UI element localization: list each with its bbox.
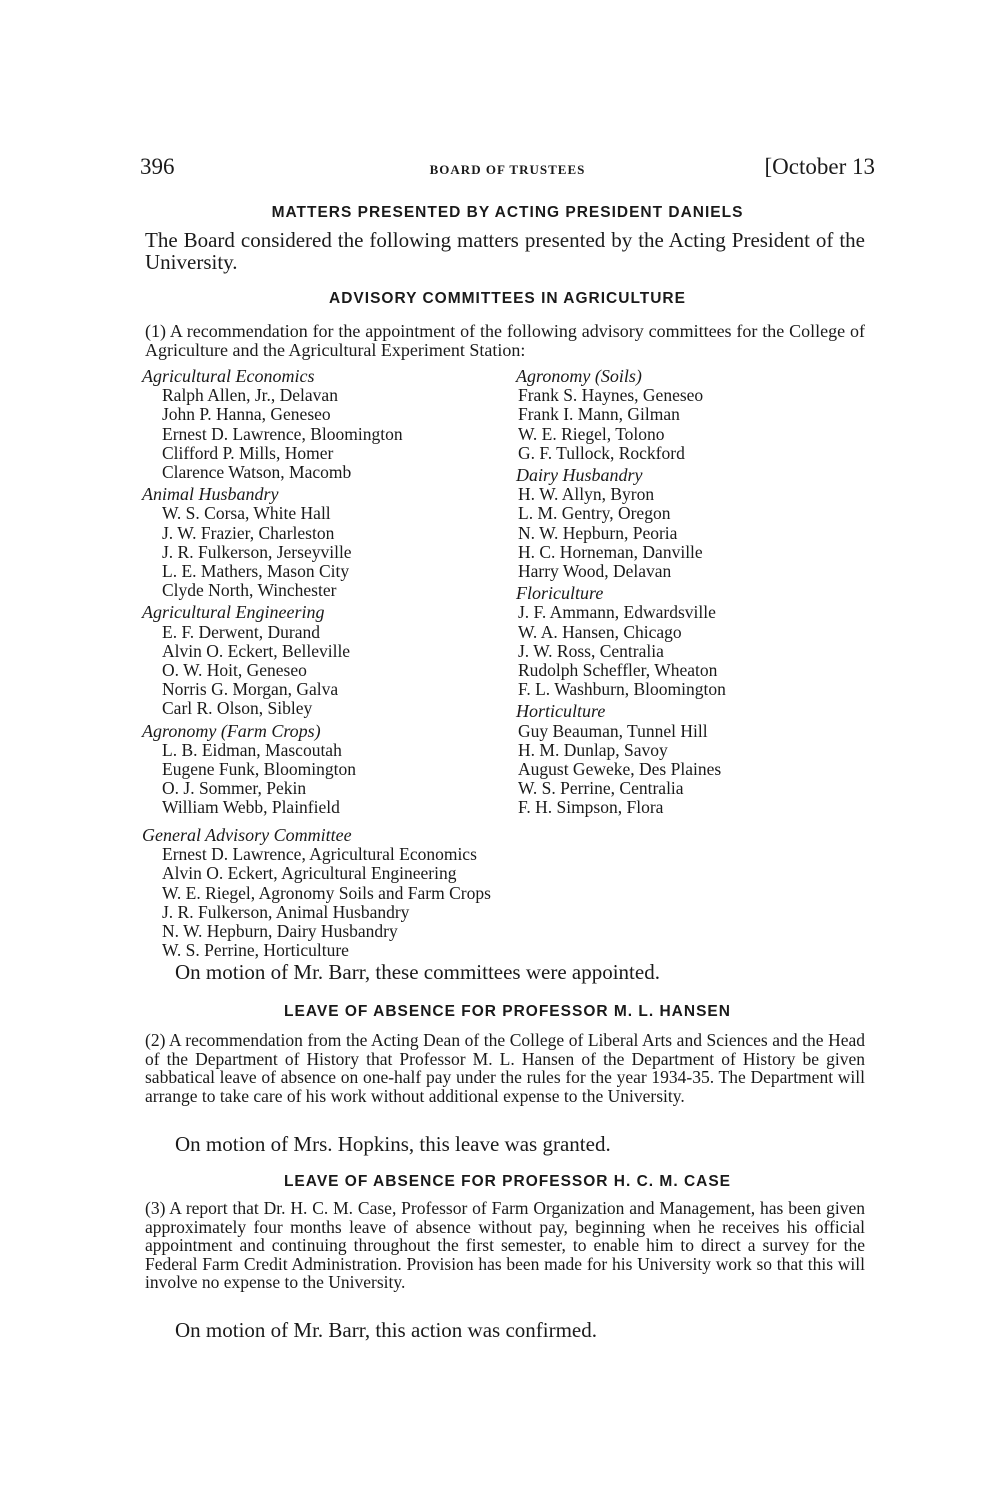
- committee-group: [142, 485, 502, 600]
- committee-member: Ernest D. Lawrence, Bloomington: [162, 423, 403, 444]
- committee-group: [516, 702, 876, 817]
- committee-member: H. W. Allyn, Byron: [518, 484, 655, 505]
- committee-member: Clarence Watson, Macomb: [162, 462, 352, 483]
- committee-group: [142, 367, 502, 482]
- committee-title: Agronomy (Farm Crops): [142, 720, 321, 741]
- header-date: [October 13: [764, 154, 875, 179]
- page-header: [140, 150, 875, 186]
- general-committee-member: J. R. Fulkerson, Animal Husbandry: [162, 901, 410, 922]
- committee-member: Frank I. Mann, Gilman: [518, 404, 680, 425]
- committee-member: Eugene Funk, Bloomington: [162, 759, 356, 780]
- committee-member: Guy Beauman, Tunnel Hill: [518, 720, 708, 741]
- general-committee-member: Alvin O. Eckert, Agricultural Engineering: [162, 863, 457, 884]
- committee-member: Rudolph Scheffler, Wheaton: [518, 660, 718, 681]
- committee-member: Carl R. Olson, Sibley: [162, 698, 313, 719]
- committee-member: L. E. Mathers, Mason City: [162, 561, 350, 582]
- committee-member: H. C. Horneman, Danville: [518, 541, 703, 562]
- committee-title: Dairy Husbandry: [516, 465, 643, 486]
- motion-case: On motion of Mr. Barr, this action was confirmed.: [175, 1318, 597, 1342]
- committee-member: Alvin O. Eckert, Belleville: [162, 640, 351, 661]
- committee-group: [516, 466, 876, 581]
- page-number: 396: [140, 154, 175, 179]
- committee-member: G. F. Tullock, Rockford: [518, 442, 685, 463]
- committee-member: F. L. Washburn, Bloomington: [518, 679, 726, 700]
- section-text-case: (3) A report that Dr. H. C. M. Case, Professor of Farm Organization and Management, has been given approximately four months leave of absence without pay, beginning when he receives his official appointment and continuing throughout the first semester, to enable him to direct a survey for the Federal Farm Credit Administration. Provision has been made for his University work so that this will involve no expense to the University.: [145, 1198, 865, 1292]
- committee-member: Ralph Allen, Jr., Delavan: [162, 385, 338, 406]
- committee-member: H. M. Dunlap, Savoy: [518, 739, 668, 760]
- motion-committees: On motion of Mr. Barr, these committees were appointed.: [175, 960, 660, 984]
- committee-member: L. B. Eidman, Mascoutah: [162, 739, 342, 760]
- general-committee: [142, 826, 842, 960]
- committee-member: J. F. Ammann, Edwardsville: [518, 602, 716, 623]
- committee-member: J. W. Frazier, Charleston: [162, 522, 335, 543]
- committee-member: W. E. Riegel, Tolono: [518, 423, 665, 444]
- committee-member: J. R. Fulkerson, Jerseyville: [162, 541, 352, 562]
- committee-title: Horticulture: [516, 701, 606, 722]
- committee-member: Norris G. Morgan, Galva: [162, 679, 339, 700]
- section-text-matters: The Board considered the following matters presented by the Acting President of the University.: [145, 228, 865, 274]
- committee-column-right: [516, 367, 876, 821]
- committee-group: [516, 584, 876, 699]
- committee-member: O. J. Sommer, Pekin: [162, 778, 307, 799]
- committee-member: N. W. Hepburn, Peoria: [518, 522, 678, 543]
- committee-group: [142, 722, 502, 818]
- committee-member: Frank S. Haynes, Geneseo: [518, 385, 704, 406]
- committee-member: W. A. Hansen, Chicago: [518, 621, 682, 642]
- committee-member: F. H. Simpson, Flora: [518, 797, 664, 818]
- committee-member: August Geweke, Des Plaines: [518, 759, 722, 780]
- committee-member: W. S. Perrine, Centralia: [518, 778, 684, 799]
- committee-group: [142, 603, 502, 718]
- section-heading-matters: MATTERS PRESENTED BY ACTING PRESIDENT DANIELS: [271, 204, 744, 221]
- committee-title: General Advisory Committee: [142, 825, 352, 845]
- general-committee-member: W. S. Perrine, Horticulture: [162, 940, 349, 961]
- committee-member: Clifford P. Mills, Homer: [162, 442, 334, 463]
- committee-title: Agricultural Economics: [142, 366, 315, 386]
- general-committee-member: N. W. Hepburn, Dairy Husbandry: [162, 921, 398, 942]
- committee-member: William Webb, Plainfield: [162, 797, 340, 818]
- committee-title: Floriculture: [516, 583, 604, 604]
- general-committee-members: [142, 845, 842, 960]
- committee-title: Animal Husbandry: [142, 484, 279, 505]
- section-heading-advisory: ADVISORY COMMITTEES IN AGRICULTURE: [329, 290, 686, 307]
- committee-title: Agronomy (Soils): [516, 366, 642, 386]
- committee-title: Agricultural Engineering: [142, 602, 325, 623]
- committee-columns: [140, 367, 880, 827]
- section-heading-case: LEAVE OF ABSENCE FOR PROFESSOR H. C. M. CASE: [283, 1173, 732, 1190]
- committee-member: W. S. Corsa, White Hall: [162, 503, 331, 524]
- committee-member: John P. Hanna, Geneseo: [162, 404, 331, 425]
- committee-group: [516, 367, 876, 463]
- general-committee-member: Ernest D. Lawrence, Agricultural Economics: [162, 844, 477, 865]
- committee-member: E. F. Derwent, Durand: [162, 621, 321, 642]
- motion-hansen: On motion of Mrs. Hopkins, this leave was granted.: [175, 1132, 611, 1156]
- committee-member: J. W. Ross, Centralia: [518, 640, 664, 661]
- section-heading-hansen: LEAVE OF ABSENCE FOR PROFESSOR M. L. HANSEN: [284, 1003, 731, 1020]
- general-committee-member: W. E. Riegel, Agronomy Soils and Farm Crops: [162, 882, 491, 903]
- committee-member: Clyde North, Winchester: [162, 580, 337, 601]
- committee-column-left: [142, 367, 502, 821]
- committee-member: L. M. Gentry, Oregon: [518, 503, 671, 524]
- running-head: BOARD OF TRUSTEES: [429, 162, 586, 177]
- section-text-advisory: (1) A recommendation for the appointment of the following advisory committees for the College of Agriculture and the Agricultural Experiment Station:: [145, 321, 865, 360]
- section-text-hansen: (2) A recommendation from the Acting Dean of the College of Liberal Arts and Sciences and the Head of the Department of History that Professor M. L. Hansen of the Department of History be given sabbatical leave of absence on one-half pay under the rules for the year 1934-35. The Department will arrange to take care of his work without additional expense to the University.: [145, 1030, 865, 1106]
- committee-member: O. W. Hoit, Geneseo: [162, 660, 307, 681]
- committee-member: Harry Wood, Delavan: [518, 561, 672, 582]
